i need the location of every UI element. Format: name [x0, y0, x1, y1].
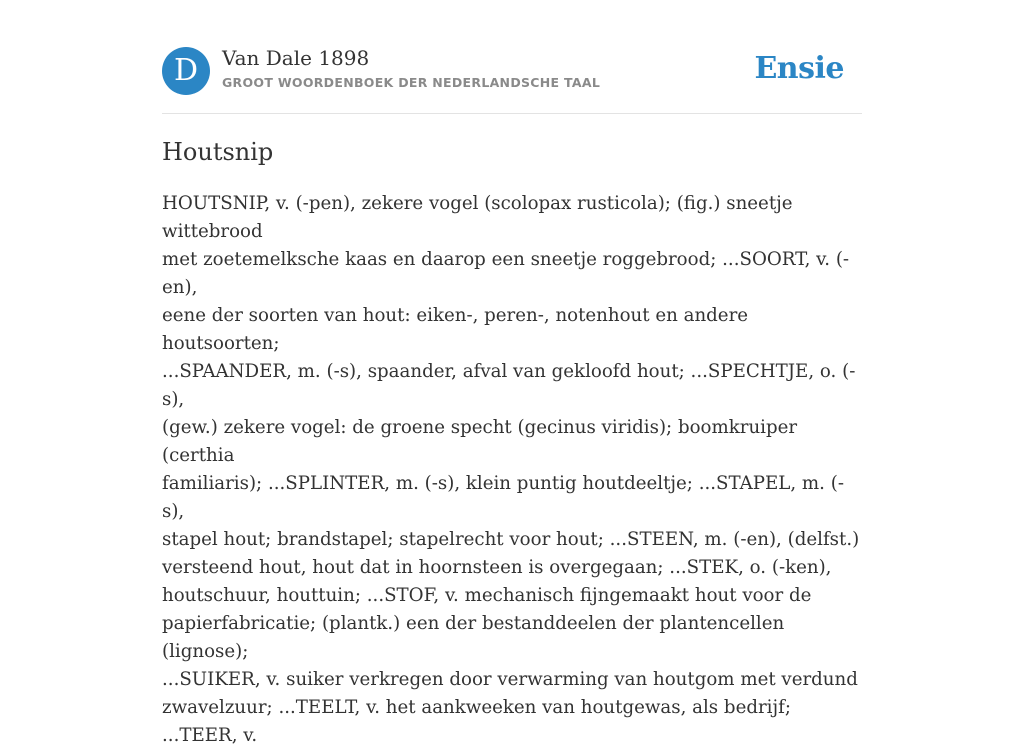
- header-divider: [162, 113, 862, 114]
- entry-definition: [162, 190, 862, 750]
- definition-line: ...SUIKER, v. suiker verkregen door verwarming van houtgom met verdund: [162, 669, 858, 690]
- definition-line: stapel hout; brandstapel; stapelrecht voor hout; ...STEEN, m. (-en), (delfst.): [162, 529, 860, 550]
- definition-line: HOUTSNIP, v. (-pen), zekere vogel (scolopax rusticola); (fig.) sneetje wittebrood: [162, 193, 793, 242]
- definition-line: ...SPAANDER, m. (-s), spaander, afval van gekloofd hout; ...SPECHTJE, o. (-s),: [162, 361, 856, 410]
- site-header: [162, 46, 862, 96]
- definition-line: familiaris); ...SPLINTER, m. (-s), klein puntig houtdeeltje; ...STAPEL, m. (-s),: [162, 473, 844, 522]
- definition-line: zwavelzuur; ...TEELT, v. het aankweeken van houtgewas, als bedrijf; ...TEER, v.: [162, 697, 791, 746]
- dictionary-subtitle: GROOT WOORDENBOEK DER NEDERLANDSCHE TAAL: [222, 75, 601, 90]
- definition-line: houtschuur, houttuin; ...STOF, v. mechanisch fijngemaakt hout voor de: [162, 585, 812, 606]
- dictionary-title[interactable]: Van Dale 1898: [222, 46, 370, 70]
- definition-line: met zoetemelksche kaas en daarop een sneetje roggebrood; ...SOORT, v. (-en),: [162, 249, 850, 298]
- dictionary-logo[interactable]: D: [162, 47, 210, 95]
- ensie-brand-logo[interactable]: Ensie: [754, 51, 844, 86]
- definition-line: papierfabricatie; (plantk.) een der bestanddeelen der plantencellen (lignose);: [162, 613, 785, 662]
- definition-line: eene der soorten van hout: eiken-, peren-, notenhout en andere houtsoorten;: [162, 305, 749, 354]
- definition-line: (gew.) zekere vogel: de groene specht (gecinus viridis); boomkruiper (certhia: [162, 417, 798, 466]
- definition-line: versteend hout, hout dat in hoornsteen is overgegaan; ...STEK, o. (-ken),: [162, 557, 832, 578]
- entry-title: Houtsnip: [162, 138, 274, 166]
